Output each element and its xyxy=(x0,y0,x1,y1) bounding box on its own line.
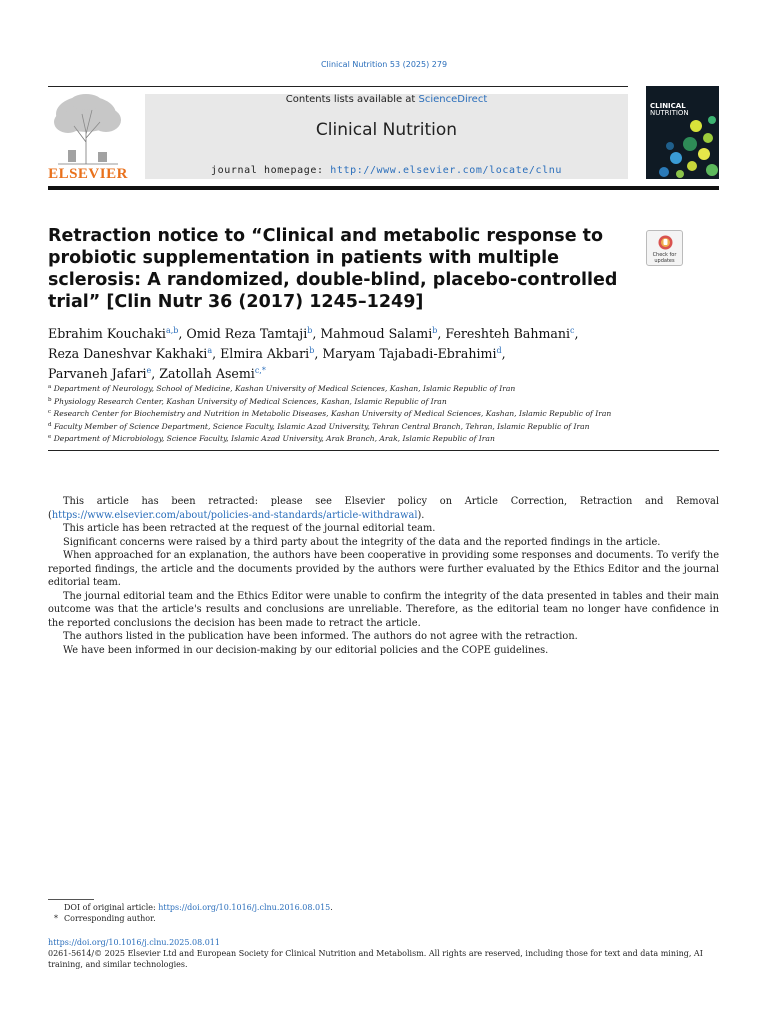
author-name: Mahmoud Salami xyxy=(320,326,433,341)
affiliation-key: a xyxy=(48,384,52,390)
header-thick-rule xyxy=(48,186,719,190)
cover-title-line1: CLINICAL xyxy=(650,102,686,110)
affiliation-text: Department of Neurology, School of Medicine, Kashan University of Medical Sciences, Kashan, Islamic Republic of Iran xyxy=(53,384,516,393)
affiliation-key: e xyxy=(48,434,52,440)
author[interactable] xyxy=(48,346,212,361)
journal-cover-image[interactable] xyxy=(646,86,719,179)
sciencedirect-link[interactable]: ScienceDirect xyxy=(418,94,488,105)
affiliation-text: Research Center for Biochemistry and Nutrition in Metabolic Diseases, Kashan University of Medical Sciences, Kashan, Islamic Republic of Iran xyxy=(53,409,612,418)
article-body xyxy=(48,495,719,657)
affiliation-item xyxy=(48,420,719,433)
author[interactable] xyxy=(322,346,501,361)
author-affiliation-marker[interactable]: e xyxy=(146,366,152,375)
affiliation-key: d xyxy=(48,421,52,428)
footnote-text: . xyxy=(330,903,333,912)
author-name: Fereshteh Bahmani xyxy=(445,326,571,341)
cover-title-line2: NUTRITION xyxy=(650,109,689,117)
author-separator: , xyxy=(437,326,446,341)
body-paragraph: When approached for an explanation, the authors have been cooperative in providing some responses and documents. To verify the reported findings, the article and the documents provided by the authors were further evaluated by the Ethics Editor and the journal editorial team. xyxy=(48,550,719,588)
author[interactable] xyxy=(48,326,178,341)
affiliation-item xyxy=(48,407,719,420)
body-paragraph: We have been informed in our decision-making by our editorial policies and the COPE guidelines. xyxy=(63,644,549,656)
author[interactable] xyxy=(320,326,437,341)
author-name: Reza Daneshvar Kakhaki xyxy=(48,346,208,361)
author[interactable] xyxy=(159,366,266,381)
original-article-doi-link[interactable]: https://doi.org/10.1016/j.clnu.2016.08.015 xyxy=(158,903,331,912)
elsevier-wordmark: ELSEVIER xyxy=(48,166,128,182)
footnote-text: DOI of original article: xyxy=(64,903,159,912)
author-affiliation-marker[interactable]: a,b xyxy=(165,326,179,335)
affiliation-list xyxy=(48,382,719,445)
footnote-original-doi xyxy=(64,902,719,913)
header-rule xyxy=(48,86,628,87)
body-paragraph: Significant concerns were raised by a third party about the integrity of the data and the reported findings in the article. xyxy=(63,536,661,548)
journal-homepage-line xyxy=(145,165,628,176)
footnote-text: Corresponding author. xyxy=(64,914,156,923)
body-paragraph: The authors listed in the publication have been informed. The authors do not agree with the retraction. xyxy=(63,631,578,642)
check-for-updates-button[interactable] xyxy=(646,230,683,266)
author-separator: , xyxy=(574,326,579,341)
footnote-corresponding xyxy=(54,913,719,924)
author-affiliation-marker[interactable]: b xyxy=(432,326,438,335)
affiliation-item xyxy=(48,395,719,408)
author[interactable] xyxy=(220,346,314,361)
badge-line2: updates xyxy=(654,258,675,264)
author-separator: , xyxy=(212,346,221,361)
article-title: Retraction notice to “Clinical and metabolic response to probiotic supplementation in patients with multiple sclerosis: A randomized, double-blind, placebo-controlled trial” [Clin Nutr 36 (2017) 1245–1249] xyxy=(48,226,618,312)
affiliation-item xyxy=(48,382,719,395)
body-paragraph: The journal editorial team and the Ethics Editor were unable to confirm the integrity of the data presented in tables and their main outcome was that the article's results and conclusions are unreliable. Therefore, as the editorial team no longer have confidence in the reported conclusions the decision has been made to retract the article. xyxy=(48,590,719,629)
author-separator: , xyxy=(312,326,321,341)
affiliation-key: c xyxy=(48,409,52,415)
author-affiliation-marker[interactable]: a xyxy=(207,346,213,355)
author-separator: , xyxy=(314,346,323,361)
author[interactable] xyxy=(445,326,574,341)
corresponding-star: * xyxy=(54,914,58,923)
affiliation-text: Faculty Member of Science Department, Science Faculty, Islamic Azad University, Tehran Central Branch, Tehran, Islamic Republic of Iran xyxy=(53,421,590,431)
copyright-notice: 0261-5614/© 2025 Elsevier Ltd and European Society for Clinical Nutrition and Metabolism. All rights are reserved, including those for text and data mining, AI training, and similar technologies. xyxy=(48,949,703,969)
author-separator: , xyxy=(151,366,160,381)
affiliation-text: Physiology Research Center, Kashan University of Medical Sciences, Kashan, Islamic Republic of Iran xyxy=(53,396,447,406)
author-separator: , xyxy=(501,346,506,361)
author-name: Zatollah Asemi xyxy=(159,366,255,381)
cover-title xyxy=(650,103,689,117)
author-affiliation-marker[interactable]: b xyxy=(307,326,313,335)
affiliation-item xyxy=(48,432,719,445)
withdrawal-policy-link[interactable]: https://www.elsevier.com/about/policies-and-standards/article-withdrawal xyxy=(51,509,418,521)
check-for-updates-label xyxy=(647,252,682,264)
cover-dots-graphic xyxy=(646,86,719,179)
author-list xyxy=(48,322,719,382)
author-separator: , xyxy=(178,326,187,341)
journal-banner xyxy=(145,94,628,179)
author-name: Parvaneh Jafari xyxy=(48,366,147,381)
author-name: Maryam Tajabadi-Ebrahimi xyxy=(322,346,497,361)
check-for-updates-icon xyxy=(658,235,673,250)
section-rule xyxy=(48,450,719,451)
body-paragraph xyxy=(48,495,719,522)
author-name: Elmira Akbari xyxy=(220,346,310,361)
author[interactable] xyxy=(186,326,312,341)
homepage-prefix: journal homepage: xyxy=(211,165,331,176)
contents-line xyxy=(145,94,628,105)
author-name: Omid Reza Tamtaji xyxy=(186,326,308,341)
author[interactable] xyxy=(48,366,151,381)
footnotes xyxy=(54,902,719,924)
journal-name: Clinical Nutrition xyxy=(315,120,458,140)
body-text: This article has been retracted: please see Elsevier policy on Article Correction, Retraction and Removal ( xyxy=(48,496,719,521)
author-name: Ebrahim Kouchaki xyxy=(48,326,166,341)
article-doi-link[interactable]: https://doi.org/10.1016/j.clnu.2025.08.011 xyxy=(48,938,220,947)
author-affiliation-marker[interactable]: c,* xyxy=(254,366,266,375)
author-affiliation-marker[interactable]: d xyxy=(496,346,502,355)
elsevier-tree-icon xyxy=(48,92,128,166)
author-affiliation-marker[interactable]: b xyxy=(309,346,315,355)
journal-citation[interactable]: Clinical Nutrition 53 (2025) 279 xyxy=(320,60,448,69)
elsevier-logo[interactable] xyxy=(48,92,128,184)
footnote-rule xyxy=(48,899,94,900)
affiliation-text: Department of Microbiology, Science Faculty, Islamic Azad University, Arak Branch, Arak, Islamic Republic of Iran xyxy=(53,434,495,443)
journal-homepage-link[interactable]: http://www.elsevier.com/locate/clnu xyxy=(330,165,562,176)
contents-prefix: Contents lists available at xyxy=(285,94,419,105)
author-affiliation-marker[interactable]: c xyxy=(570,326,575,335)
body-paragraph: This article has been retracted at the request of the journal editorial team. xyxy=(63,523,436,534)
affiliation-key: b xyxy=(48,396,52,403)
badge-line1: Check for xyxy=(652,252,677,258)
body-text: ). xyxy=(417,509,425,521)
